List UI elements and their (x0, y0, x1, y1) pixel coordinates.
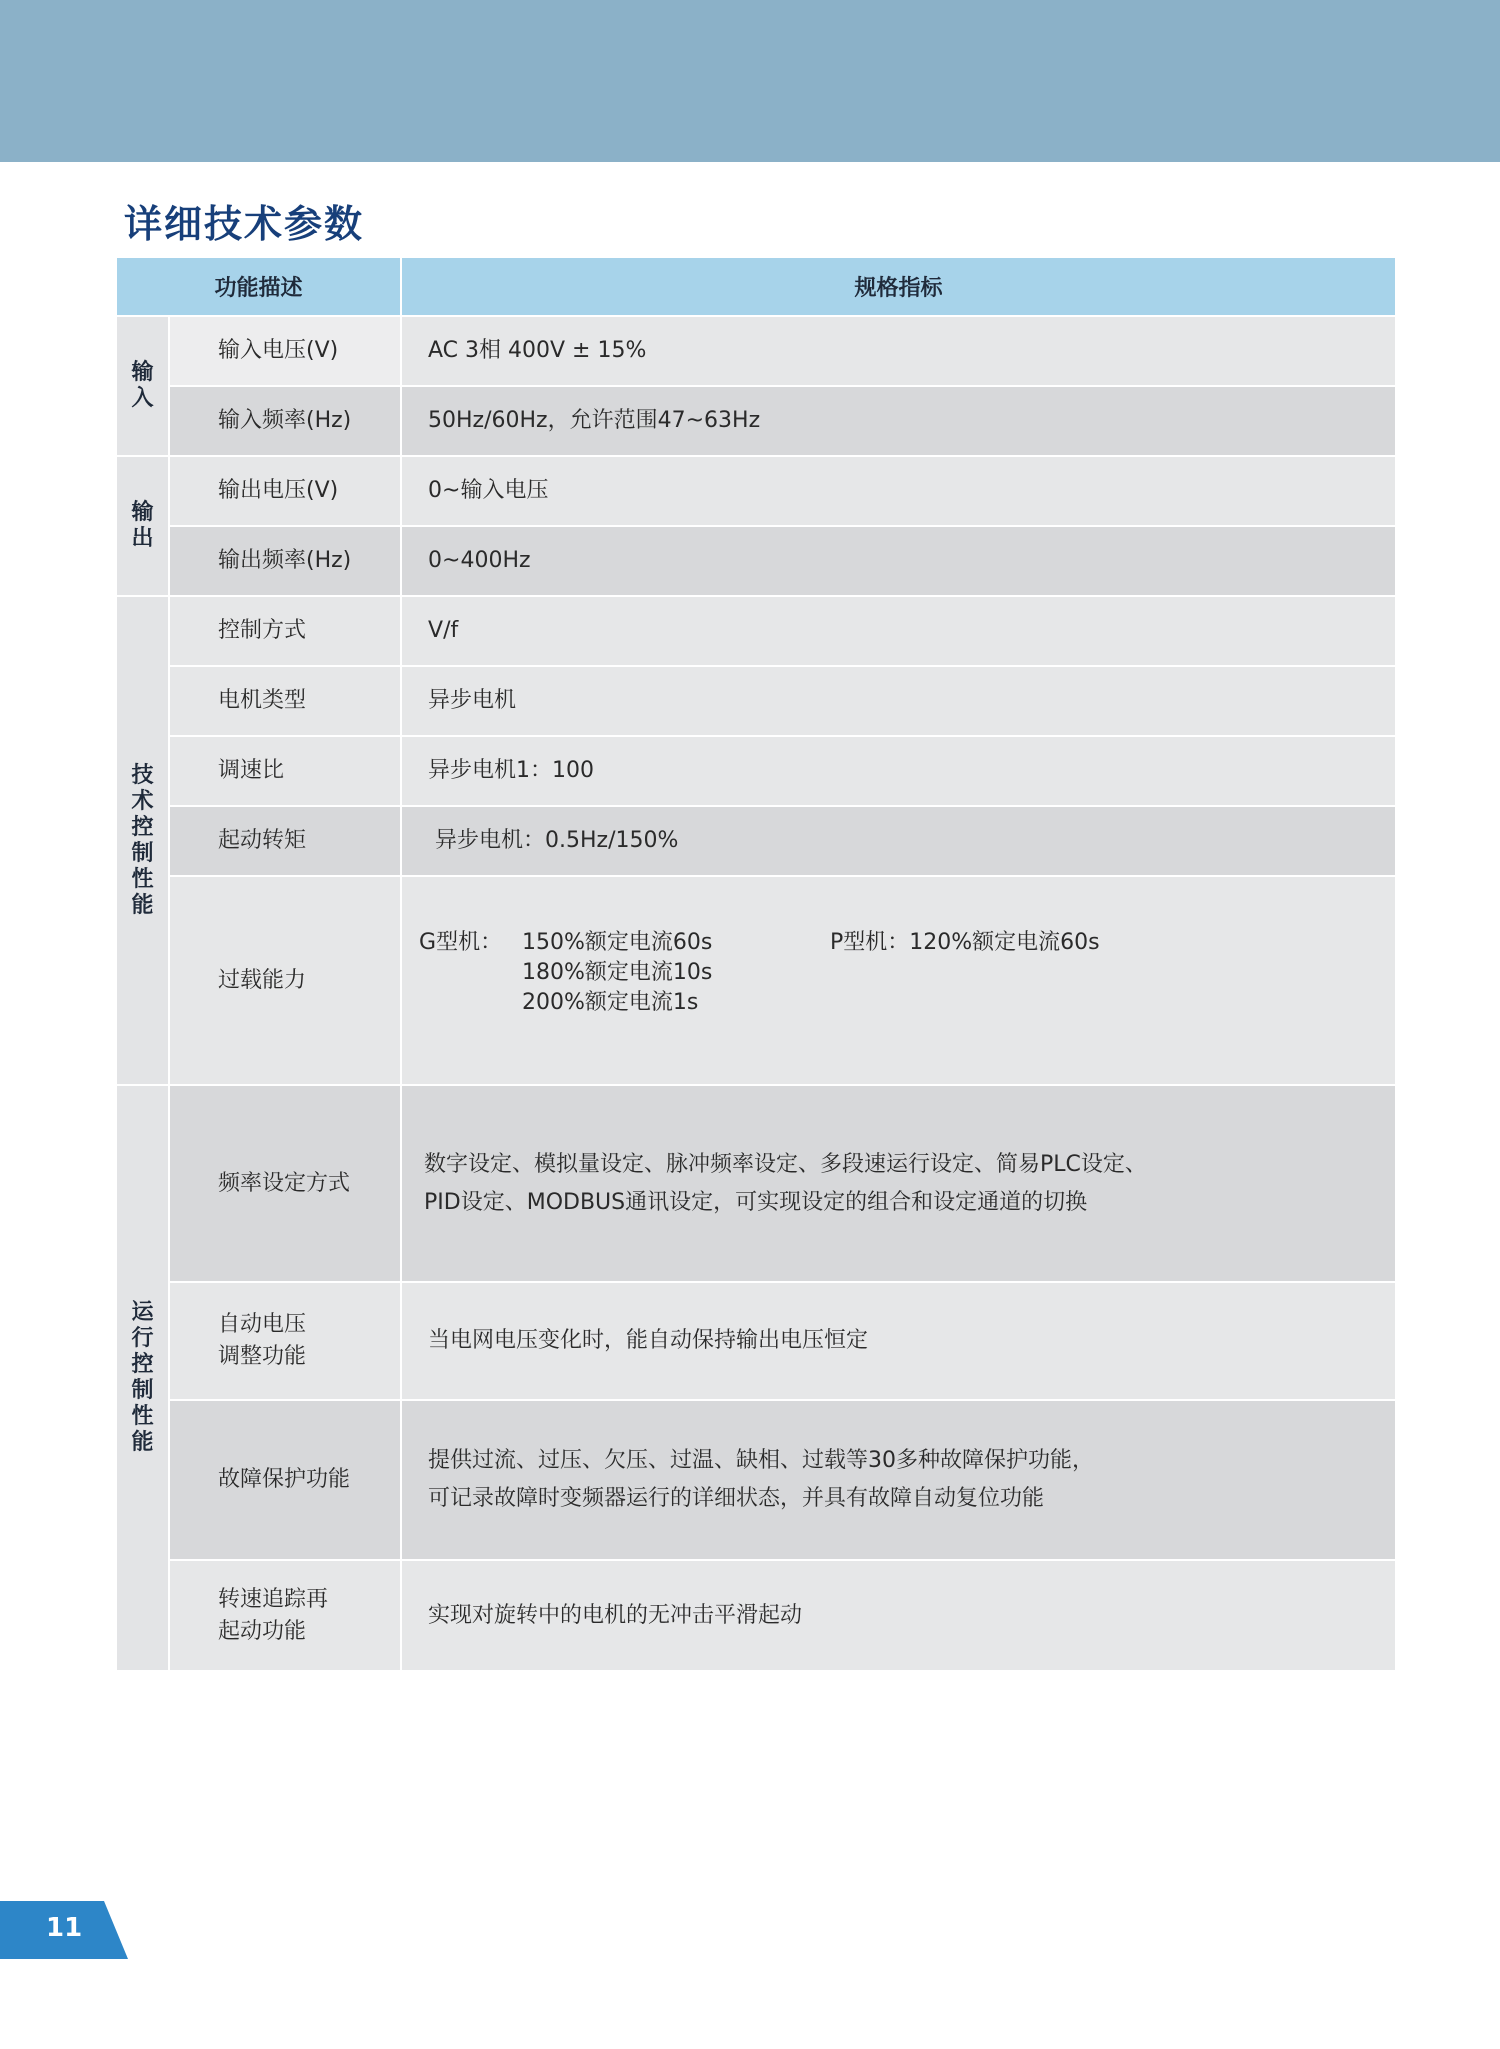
spec-line: 提供过流、过压、欠压、过温、缺相、过载等30多种故障保护功能， (428, 1448, 1095, 1473)
table-row (117, 526, 1395, 596)
row-value: 50Hz/60Hz，允许范围47~63Hz (401, 386, 1395, 456)
table-row (117, 806, 1395, 876)
overload-g-label: G型机： (419, 930, 503, 955)
row-label: 输入频率(Hz) (169, 386, 401, 456)
row-label: 起动转矩 (169, 806, 401, 876)
overload-g-line: 150%额定电流60s (522, 930, 713, 955)
row-value: 异步电机1：100 (401, 736, 1395, 806)
table-row (117, 736, 1395, 806)
overload-p-text: P型机：120%额定电流60s (830, 930, 1100, 955)
row-value: 实现对旋转中的电机的无冲击平滑起动 (401, 1560, 1395, 1671)
table-row (117, 386, 1395, 456)
row-value: AC 3相 400V ± 15% (401, 316, 1395, 386)
spec-line: 可记录故障时变频器运行的详细状态，并具有故障自动复位功能 (428, 1486, 1045, 1511)
table-row (117, 1560, 1395, 1671)
row-label: 输入电压(V) (169, 316, 401, 386)
group-label-output (117, 456, 169, 596)
row-value-overload (401, 876, 1395, 1085)
table-row (117, 1282, 1395, 1400)
row-label-line: 起动功能 (218, 1618, 307, 1644)
table-row (117, 1400, 1395, 1560)
page-title: 详细技术参数 (124, 202, 365, 246)
row-label-line: 调整功能 (218, 1344, 307, 1369)
spec-table (117, 258, 1395, 1672)
header-spec: 规格指标 (401, 258, 1395, 316)
row-label: 电机类型 (169, 666, 401, 736)
group-label-run (117, 1085, 169, 1671)
page-number: 11 (46, 1913, 83, 1943)
group-input-text: 输入 (131, 360, 154, 411)
row-value: 当电网电压变化时，能自动保持输出电压恒定 (401, 1282, 1395, 1400)
table-row (117, 876, 1395, 1085)
group-run-text: 运行控制性能 (131, 1300, 154, 1455)
group-label-input (117, 316, 169, 456)
group-tech-text: 技术控制性能 (131, 762, 154, 918)
spec-line: PID设定、MODBUS通讯设定，可实现设定的组合和设定通道的切换 (424, 1189, 1088, 1215)
group-label-tech (117, 596, 169, 1085)
table-row (117, 1085, 1395, 1282)
row-value: 0~400Hz (401, 526, 1395, 596)
row-value: 异步电机 (401, 666, 1395, 736)
row-label: 输出频率(Hz) (169, 526, 401, 596)
row-value (401, 1400, 1395, 1560)
group-output-text: 输出 (131, 500, 154, 551)
table-row (117, 596, 1395, 666)
row-value: V/f (401, 596, 1395, 666)
row-label (169, 1560, 401, 1671)
row-value: 0~输入电压 (401, 456, 1395, 526)
row-label: 调速比 (169, 736, 401, 806)
table-row (117, 316, 1395, 386)
row-label-line: 自动电压 (218, 1312, 307, 1337)
row-label: 控制方式 (169, 596, 401, 666)
spec-line: 数字设定、模拟量设定、脉冲频率设定、多段速运行设定、简易PLC设定、 (424, 1151, 1147, 1177)
row-label: 过载能力 (169, 876, 401, 1085)
row-label-line: 转速追踪再 (218, 1586, 329, 1612)
overload-block (402, 877, 1395, 1084)
table-row (117, 666, 1395, 736)
header-function: 功能描述 (117, 258, 401, 316)
row-label (169, 1282, 401, 1400)
row-label: 频率设定方式 (169, 1085, 401, 1282)
row-value: 异步电机：0.5Hz/150% (401, 806, 1395, 876)
overload-g-line: 180%额定电流10s (522, 960, 713, 985)
top-banner (0, 0, 1500, 162)
row-label: 故障保护功能 (169, 1400, 401, 1560)
overload-g-line: 200%额定电流1s (522, 990, 699, 1015)
table-row (117, 456, 1395, 526)
table-header-row (117, 258, 1395, 316)
row-value (401, 1085, 1395, 1282)
row-label: 输出电压(V) (169, 456, 401, 526)
